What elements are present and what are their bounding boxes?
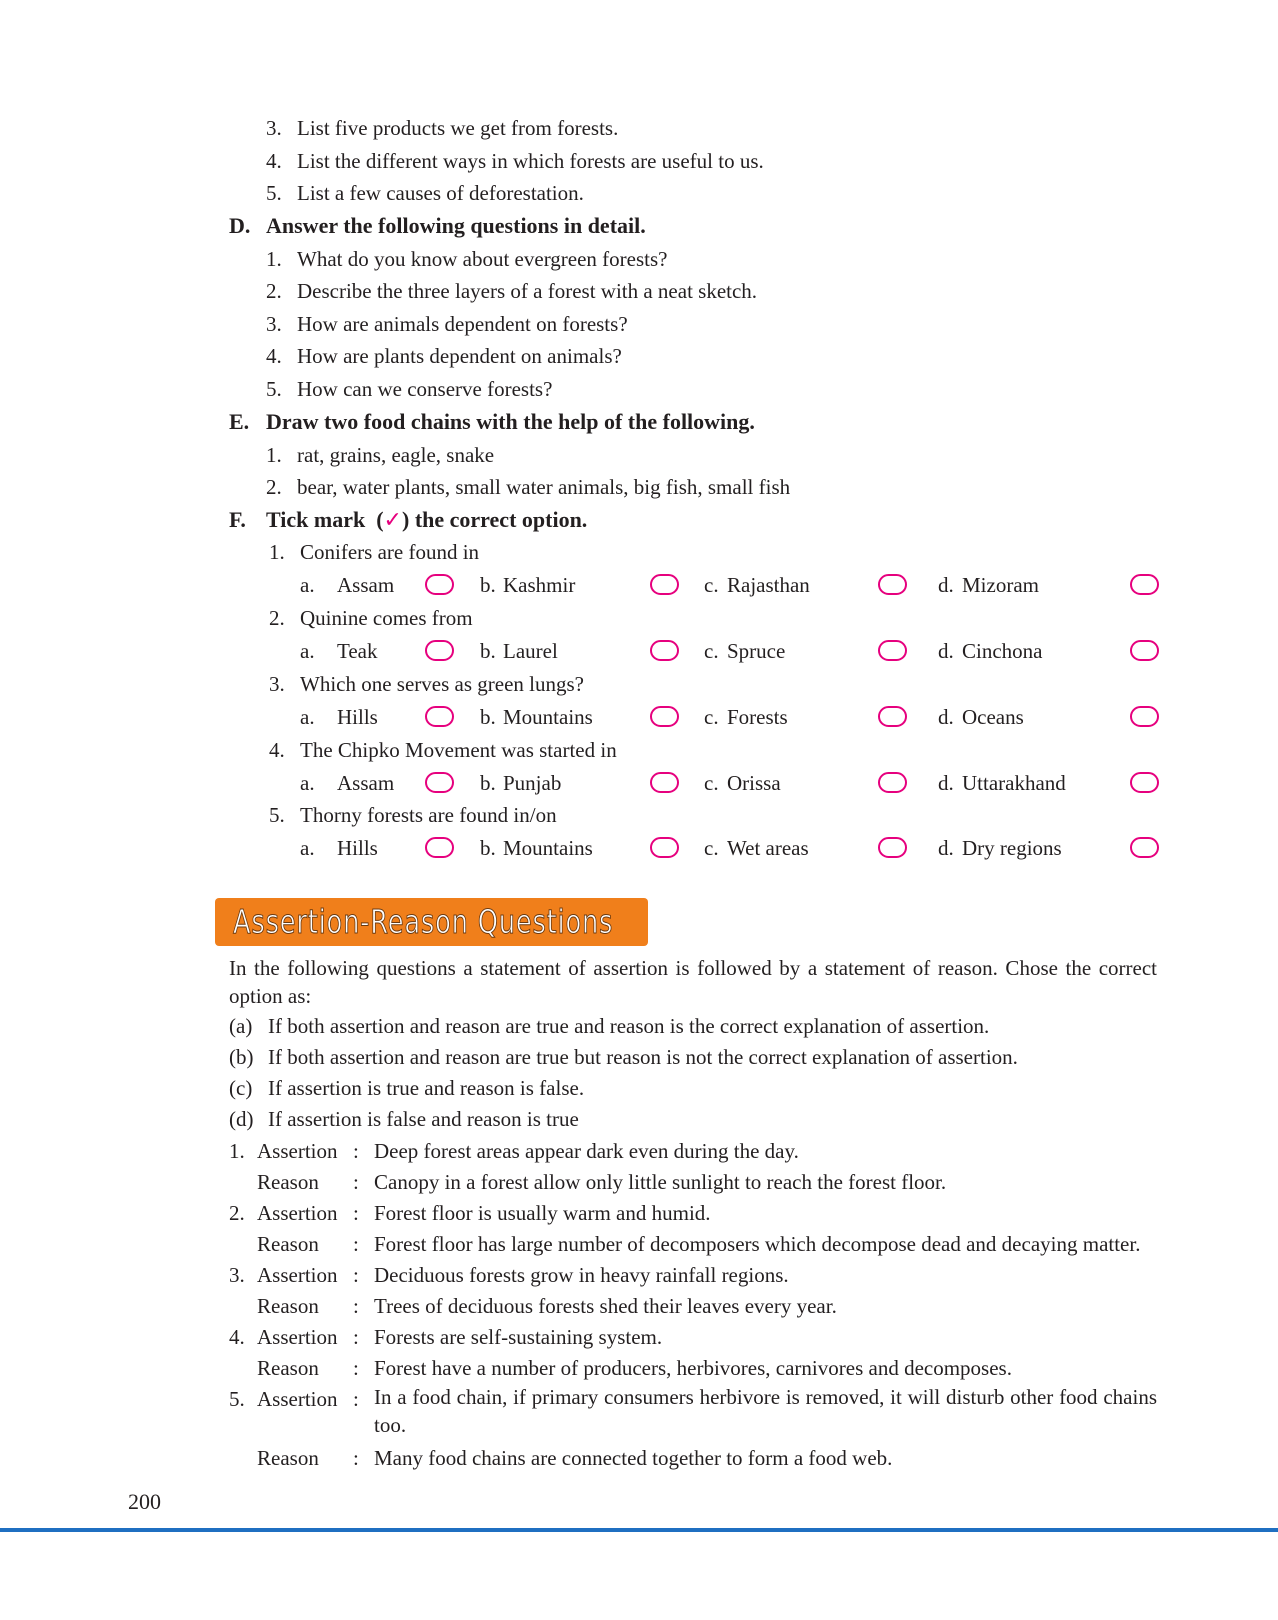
item-number: 2. bbox=[269, 606, 285, 630]
assertion-text: In a food chain, if primary consumers herbivore is removed, it will disturb other food chains too. bbox=[374, 1385, 1157, 1437]
colon: : bbox=[353, 1170, 359, 1194]
answer-checkbox[interactable] bbox=[650, 574, 679, 595]
answer-checkbox[interactable] bbox=[1130, 772, 1159, 793]
assertion-reason-banner bbox=[215, 898, 648, 946]
assertion-text: Deciduous forests grow in heavy rainfall regions. bbox=[374, 1263, 789, 1287]
option-letter: c. bbox=[704, 639, 719, 663]
colon: : bbox=[353, 1446, 359, 1470]
option-letter: d. bbox=[938, 573, 954, 597]
answer-checkbox[interactable] bbox=[878, 706, 907, 727]
option-text: Mountains bbox=[503, 836, 593, 860]
section-letter: F. bbox=[229, 507, 246, 532]
question-text: How are animals dependent on forests? bbox=[297, 312, 628, 336]
item-number: 3. bbox=[266, 312, 282, 336]
tick-mark-icon: ✓ bbox=[383, 508, 402, 533]
item-number: 3. bbox=[229, 1263, 245, 1287]
answer-checkbox[interactable] bbox=[650, 772, 679, 793]
answer-checkbox[interactable] bbox=[425, 837, 454, 858]
answer-checkbox[interactable] bbox=[650, 837, 679, 858]
answer-checkbox[interactable] bbox=[425, 772, 454, 793]
option-letter: a. bbox=[300, 705, 315, 729]
item-number: 2. bbox=[266, 279, 282, 303]
item-number: 5. bbox=[266, 377, 282, 401]
item-number: 1. bbox=[269, 540, 285, 564]
option-letter: b. bbox=[480, 836, 496, 860]
option-text: If both assertion and reason are true but reason is not the correct explanation of assertion. bbox=[268, 1045, 1018, 1069]
answer-checkbox[interactable] bbox=[425, 706, 454, 727]
section-heading: Answer the following questions in detail. bbox=[266, 213, 646, 238]
reason-label: Reason bbox=[257, 1232, 319, 1256]
assertion-label: Assertion bbox=[257, 1325, 338, 1349]
reason-text: Trees of deciduous forests shed their leaves every year. bbox=[374, 1294, 837, 1318]
option-text: If assertion is true and reason is false. bbox=[268, 1076, 585, 1100]
question-text: What do you know about evergreen forests? bbox=[297, 247, 668, 271]
answer-checkbox[interactable] bbox=[1130, 574, 1159, 595]
assertion-label: Assertion bbox=[257, 1387, 338, 1411]
reason-label: Reason bbox=[257, 1170, 319, 1194]
option-letter: b. bbox=[480, 573, 496, 597]
option-text: Mountains bbox=[503, 705, 593, 729]
item-number: 1. bbox=[229, 1139, 245, 1163]
answer-checkbox[interactable] bbox=[878, 772, 907, 793]
reason-label: Reason bbox=[257, 1356, 319, 1380]
question-text: List the different ways in which forests are useful to us. bbox=[297, 149, 764, 173]
assertion-text: Forest floor is usually warm and humid. bbox=[374, 1201, 711, 1225]
question-text: Thorny forests are found in/on bbox=[300, 803, 557, 827]
section-heading bbox=[266, 509, 587, 532]
item-number: 2. bbox=[266, 475, 282, 499]
option-text: Kashmir bbox=[503, 573, 576, 597]
item-number: 3. bbox=[266, 116, 282, 140]
item-number: 5. bbox=[229, 1387, 245, 1411]
option-text: Laurel bbox=[503, 639, 558, 663]
answer-checkbox[interactable] bbox=[425, 574, 454, 595]
reason-text: Many food chains are connected together to form a food web. bbox=[374, 1446, 893, 1470]
assertion-text: Forests are self-sustaining system. bbox=[374, 1325, 663, 1349]
item-number: 3. bbox=[269, 672, 285, 696]
colon: : bbox=[353, 1232, 359, 1256]
colon: : bbox=[353, 1139, 359, 1163]
paren-open: ( bbox=[376, 507, 384, 532]
assertion-text: Deep forest areas appear dark even during the day. bbox=[374, 1139, 799, 1163]
option-text: Spruce bbox=[727, 639, 786, 663]
assertion-label: Assertion bbox=[257, 1201, 338, 1225]
answer-checkbox[interactable] bbox=[878, 640, 907, 661]
item-number: 5. bbox=[266, 181, 282, 205]
heading-pre: Tick mark bbox=[266, 507, 366, 532]
option-letter: b. bbox=[480, 771, 496, 795]
option-text: Assam bbox=[337, 573, 395, 597]
option-text: Uttarakhand bbox=[962, 771, 1066, 795]
colon: : bbox=[353, 1325, 359, 1349]
question-text: Describe the three layers of a forest with a neat sketch. bbox=[297, 279, 758, 303]
option-label: (d) bbox=[229, 1107, 254, 1131]
option-letter: a. bbox=[300, 639, 315, 663]
assertion-label: Assertion bbox=[257, 1139, 338, 1163]
option-text: Punjab bbox=[503, 771, 562, 795]
reason-text: Forest floor has large number of decomposers which decompose dead and decaying matter. bbox=[374, 1232, 1141, 1256]
section-heading: Draw two food chains with the help of the following. bbox=[266, 409, 755, 434]
item-number: 1. bbox=[266, 247, 282, 271]
option-letter: a. bbox=[300, 836, 315, 860]
footer-rule bbox=[0, 1528, 1278, 1532]
heading-post: the correct option. bbox=[414, 507, 588, 532]
colon: : bbox=[353, 1263, 359, 1287]
option-letter: a. bbox=[300, 771, 315, 795]
question-text: The Chipko Movement was started in bbox=[300, 738, 617, 762]
question-text: rat, grains, eagle, snake bbox=[297, 443, 495, 467]
answer-checkbox[interactable] bbox=[425, 640, 454, 661]
option-letter: b. bbox=[480, 639, 496, 663]
answer-checkbox[interactable] bbox=[1130, 640, 1159, 661]
option-letter: c. bbox=[704, 836, 719, 860]
option-letter: d. bbox=[938, 639, 954, 663]
option-text: Teak bbox=[337, 639, 378, 663]
colon: : bbox=[353, 1387, 359, 1411]
option-text: If both assertion and reason are true and reason is the correct explanation of assertion. bbox=[268, 1014, 990, 1038]
option-letter: d. bbox=[938, 836, 954, 860]
question-text: Quinine comes from bbox=[300, 606, 473, 630]
item-number: 1. bbox=[266, 443, 282, 467]
option-letter: c. bbox=[704, 705, 719, 729]
question-text: bear, water plants, small water animals, big fish, small fish bbox=[297, 475, 791, 499]
reason-text: Forest have a number of producers, herbivores, carnivores and decomposes. bbox=[374, 1356, 1012, 1380]
item-number: 4. bbox=[266, 149, 282, 173]
option-text: Hills bbox=[337, 836, 378, 860]
reason-text: Canopy in a forest allow only little sunlight to reach the forest floor. bbox=[374, 1170, 947, 1194]
reason-label: Reason bbox=[257, 1446, 319, 1470]
question-text: Which one serves as green lungs? bbox=[300, 672, 584, 696]
option-letter: a. bbox=[300, 573, 315, 597]
answer-checkbox[interactable] bbox=[650, 706, 679, 727]
page-number: 200 bbox=[128, 1489, 161, 1514]
colon: : bbox=[353, 1356, 359, 1380]
answer-checkbox[interactable] bbox=[878, 837, 907, 858]
question-text: Conifers are found in bbox=[300, 540, 480, 564]
option-label: (a) bbox=[229, 1014, 253, 1038]
item-number: 2. bbox=[229, 1201, 245, 1225]
option-text: Rajasthan bbox=[727, 573, 810, 597]
question-text: How can we conserve forests? bbox=[297, 377, 553, 401]
option-text: Dry regions bbox=[962, 836, 1062, 860]
option-text: Wet areas bbox=[727, 836, 809, 860]
option-text: Cinchona bbox=[962, 639, 1043, 663]
item-number: 4. bbox=[266, 344, 282, 368]
option-letter: d. bbox=[938, 771, 954, 795]
option-letter: c. bbox=[704, 573, 719, 597]
section-letter: E. bbox=[229, 409, 250, 434]
option-text: Forests bbox=[727, 705, 788, 729]
option-text: If assertion is false and reason is true bbox=[268, 1107, 579, 1131]
answer-checkbox[interactable] bbox=[1130, 706, 1159, 727]
section-letter: D. bbox=[229, 213, 251, 238]
option-text: Mizoram bbox=[962, 573, 1039, 597]
reason-label: Reason bbox=[257, 1294, 319, 1318]
option-letter: c. bbox=[704, 771, 719, 795]
option-text: Hills bbox=[337, 705, 378, 729]
banner-title: Assertion-Reason Questions bbox=[233, 902, 614, 941]
option-text: Orissa bbox=[727, 771, 781, 795]
paren-close: ) bbox=[401, 507, 410, 532]
intro-paragraph: In the following questions a statement of assertion is followed by a statement of reason. Chose the correct option as: bbox=[229, 956, 1157, 1008]
option-label: (c) bbox=[229, 1076, 253, 1100]
option-label: (b) bbox=[229, 1045, 254, 1069]
option-text: Assam bbox=[337, 771, 395, 795]
colon: : bbox=[353, 1201, 359, 1225]
item-number: 4. bbox=[269, 738, 285, 762]
option-letter: d. bbox=[938, 705, 954, 729]
item-number: 4. bbox=[229, 1325, 245, 1349]
item-number: 5. bbox=[269, 803, 285, 827]
question-text: List five products we get from forests. bbox=[297, 116, 619, 140]
answer-checkbox[interactable] bbox=[650, 640, 679, 661]
answer-checkbox[interactable] bbox=[1130, 837, 1159, 858]
assertion-label: Assertion bbox=[257, 1263, 338, 1287]
question-text: How are plants dependent on animals? bbox=[297, 344, 622, 368]
question-text: List a few causes of deforestation. bbox=[297, 181, 584, 205]
option-text: Oceans bbox=[962, 705, 1024, 729]
colon: : bbox=[353, 1294, 359, 1318]
option-letter: b. bbox=[480, 705, 496, 729]
answer-checkbox[interactable] bbox=[878, 574, 907, 595]
